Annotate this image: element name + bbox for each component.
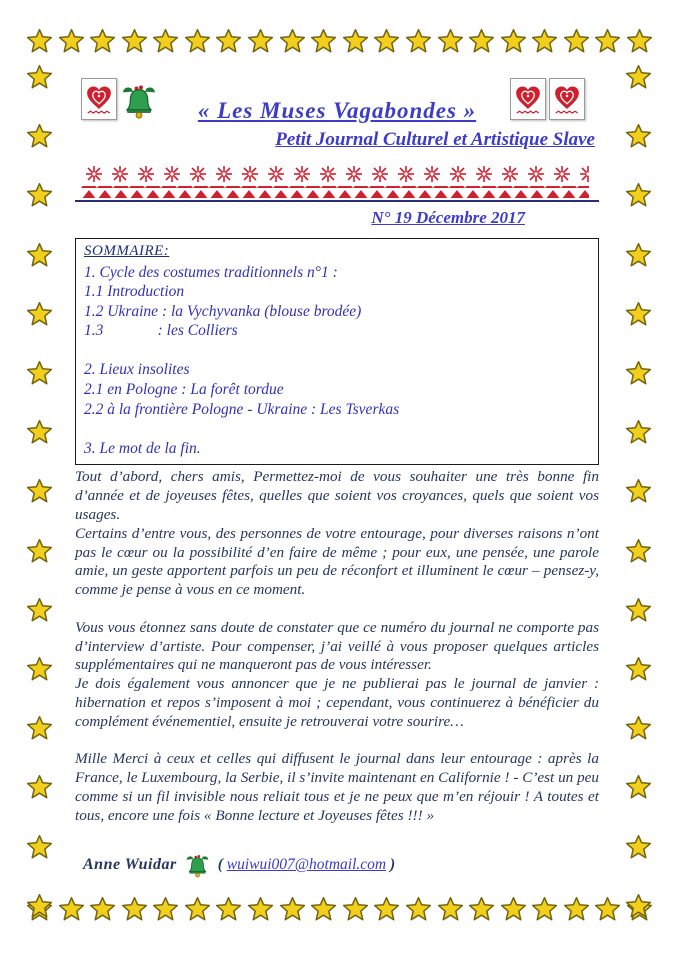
- journal-title: « Les Muses Vagabondes »: [197, 98, 477, 123]
- star-icon: [310, 28, 337, 54]
- star-icon: [500, 28, 527, 54]
- heart-motif-icon: [510, 78, 546, 120]
- sommaire-line: 2. Lieux insolites: [84, 361, 190, 379]
- bell-icon: [184, 850, 211, 881]
- star-icon: [625, 893, 653, 919]
- star-icon: [405, 28, 432, 54]
- star-icon: [26, 597, 54, 623]
- star-icon: [468, 28, 495, 54]
- star-icon: [625, 182, 653, 208]
- body-paragraph: Tout d’abord, chers amis, Permettez-moi de vous souhaiter une très bonne fin d’année et de joyeuses fêtes, quelles que soient vos croyances, quels que soient vos usages.: [75, 468, 599, 524]
- ornament-band: [81, 164, 589, 198]
- body-text: [75, 468, 599, 825]
- body-paragraph: Je dois également vous annoncer que je ne publierai pas le journal de janvier : hibernation et repos s’imposent à moi ; cependant, vous continuerez à bénéficier du complément événementiel, ensuite je retrouverai votre sourire…: [75, 675, 599, 730]
- star-border-bottom: [26, 896, 653, 922]
- star-icon: [152, 28, 179, 54]
- star-icon: [26, 774, 54, 800]
- star-icon: [625, 656, 653, 682]
- star-icon: [625, 419, 653, 445]
- star-icon: [500, 896, 527, 922]
- issue-text: N° 19 Décembre 2017: [371, 208, 525, 227]
- page-content: [75, 76, 599, 881]
- star-icon: [279, 896, 306, 922]
- star-icon: [437, 896, 464, 922]
- star-icon: [373, 28, 400, 54]
- star-icon: [152, 896, 179, 922]
- sommaire-line: 3. Le mot de la fin.: [84, 439, 201, 457]
- star-icon: [310, 896, 337, 922]
- heart-motif-icon: [81, 78, 117, 120]
- star-icon: [625, 242, 653, 268]
- star-icon: [26, 28, 53, 54]
- star-border-left: [26, 64, 54, 919]
- body-paragraph: Vous vous étonnez sans doute de constater que ce numéro du journal ne comporte pas d’interview d’artiste. Pour compenser, j’ai veillé à vous proposer quelques articles supplémentaires qui ne manqueront pas de vous intéresser.: [75, 618, 599, 674]
- star-icon: [625, 715, 653, 741]
- star-icon: [26, 360, 54, 386]
- star-icon: [531, 28, 558, 54]
- star-icon: [26, 182, 54, 208]
- star-icon: [26, 419, 54, 445]
- sommaire-line: 2.1 en Pologne : La forêt tordue: [84, 381, 284, 399]
- heart-motif-icon: [549, 78, 585, 120]
- star-icon: [626, 28, 653, 54]
- star-icon: [625, 774, 653, 800]
- star-icon: [625, 301, 653, 327]
- star-icon: [247, 896, 274, 922]
- star-icon: [89, 28, 116, 54]
- divider-rule: [75, 200, 599, 202]
- sommaire-line: [84, 341, 590, 361]
- star-icon: [26, 538, 54, 564]
- star-icon: [26, 242, 54, 268]
- star-icon: [26, 893, 54, 919]
- star-icon: [121, 28, 148, 54]
- sommaire-line: 1.2 Ukraine : la Vychyvanka (blouse brodée): [84, 302, 362, 320]
- star-icon: [373, 896, 400, 922]
- sommaire-line: 1.1 Introduction: [84, 283, 185, 301]
- masthead: [75, 76, 599, 158]
- paren-open: (: [217, 856, 227, 874]
- star-icon: [625, 478, 653, 504]
- email-wrap: [218, 856, 395, 874]
- star-icon: [279, 28, 306, 54]
- star-icon: [437, 28, 464, 54]
- header-icons-right: [510, 78, 585, 120]
- star-icon: [405, 896, 432, 922]
- star-icon: [26, 478, 54, 504]
- star-icon: [58, 28, 85, 54]
- star-icon: [184, 896, 211, 922]
- star-icon: [625, 360, 653, 386]
- star-icon: [26, 301, 54, 327]
- star-icon: [184, 28, 211, 54]
- star-border-top: [26, 28, 653, 54]
- star-icon: [26, 64, 54, 90]
- star-icon: [247, 28, 274, 54]
- signature-name: Anne Wuidar: [83, 856, 177, 874]
- star-icon: [625, 597, 653, 623]
- star-border-right: [625, 64, 653, 919]
- bell-icon: [117, 78, 159, 129]
- star-icon: [121, 896, 148, 922]
- star-icon: [625, 123, 653, 149]
- sommaire-box: [75, 238, 599, 465]
- body-paragraph: Mille Merci à ceux et celles qui diffusent le journal dans leur entourage : après la France, le Luxembourg, la Serbie, il s’invite maintenant en Californie ! - C’est un peu comme si un fil invisible nous reliait tous et je ne peux que m’en réjouir ! A toutes et tous, encore une fois « Bonne lecture et Joyeuses fêtes !!! »: [75, 750, 599, 824]
- star-icon: [625, 834, 653, 860]
- star-icon: [26, 123, 54, 149]
- star-icon: [26, 834, 54, 860]
- star-icon: [89, 896, 116, 922]
- journal-subtitle: Petit Journal Culturel et Artistique Slave: [275, 129, 595, 150]
- sommaire-line: 1. Cycle des costumes traditionnels n°1 :: [84, 263, 338, 281]
- email-link[interactable]: wuiwui007@hotmail.com: [226, 856, 387, 874]
- star-icon: [58, 896, 85, 922]
- star-icon: [594, 28, 621, 54]
- signature-row: [75, 850, 599, 881]
- body-paragraph: Certains d’entre vous, des personnes de votre entourage, pour diverses raisons n’ont pas le cœur ou la possibilité d’en faire de même ; pour eux, une pensée, une parole amie, un geste apportent parfois un peu de réconfort et illuminent le cœur – pensez-y, comme je pense à vous en ce moment.: [75, 524, 599, 599]
- star-icon: [563, 28, 590, 54]
- star-icon: [594, 896, 621, 922]
- star-icon: [215, 896, 242, 922]
- star-icon: [468, 896, 495, 922]
- sommaire-line: [84, 419, 590, 439]
- star-icon: [563, 896, 590, 922]
- issue-number: [75, 208, 599, 228]
- star-icon: [531, 896, 558, 922]
- star-icon: [625, 538, 653, 564]
- sommaire-heading: SOMMAIRE:: [84, 243, 170, 259]
- paren-close: ): [386, 856, 396, 874]
- star-icon: [625, 64, 653, 90]
- header-icons-left: [81, 78, 159, 129]
- star-icon: [342, 28, 369, 54]
- sommaire-line: 1.3 : les Colliers: [84, 322, 238, 340]
- star-icon: [215, 28, 242, 54]
- star-icon: [26, 715, 54, 741]
- star-icon: [342, 896, 369, 922]
- star-icon: [26, 656, 54, 682]
- sommaire-line: 2.2 à la frontière Pologne - Ukraine : Les Tsverkas: [84, 400, 400, 418]
